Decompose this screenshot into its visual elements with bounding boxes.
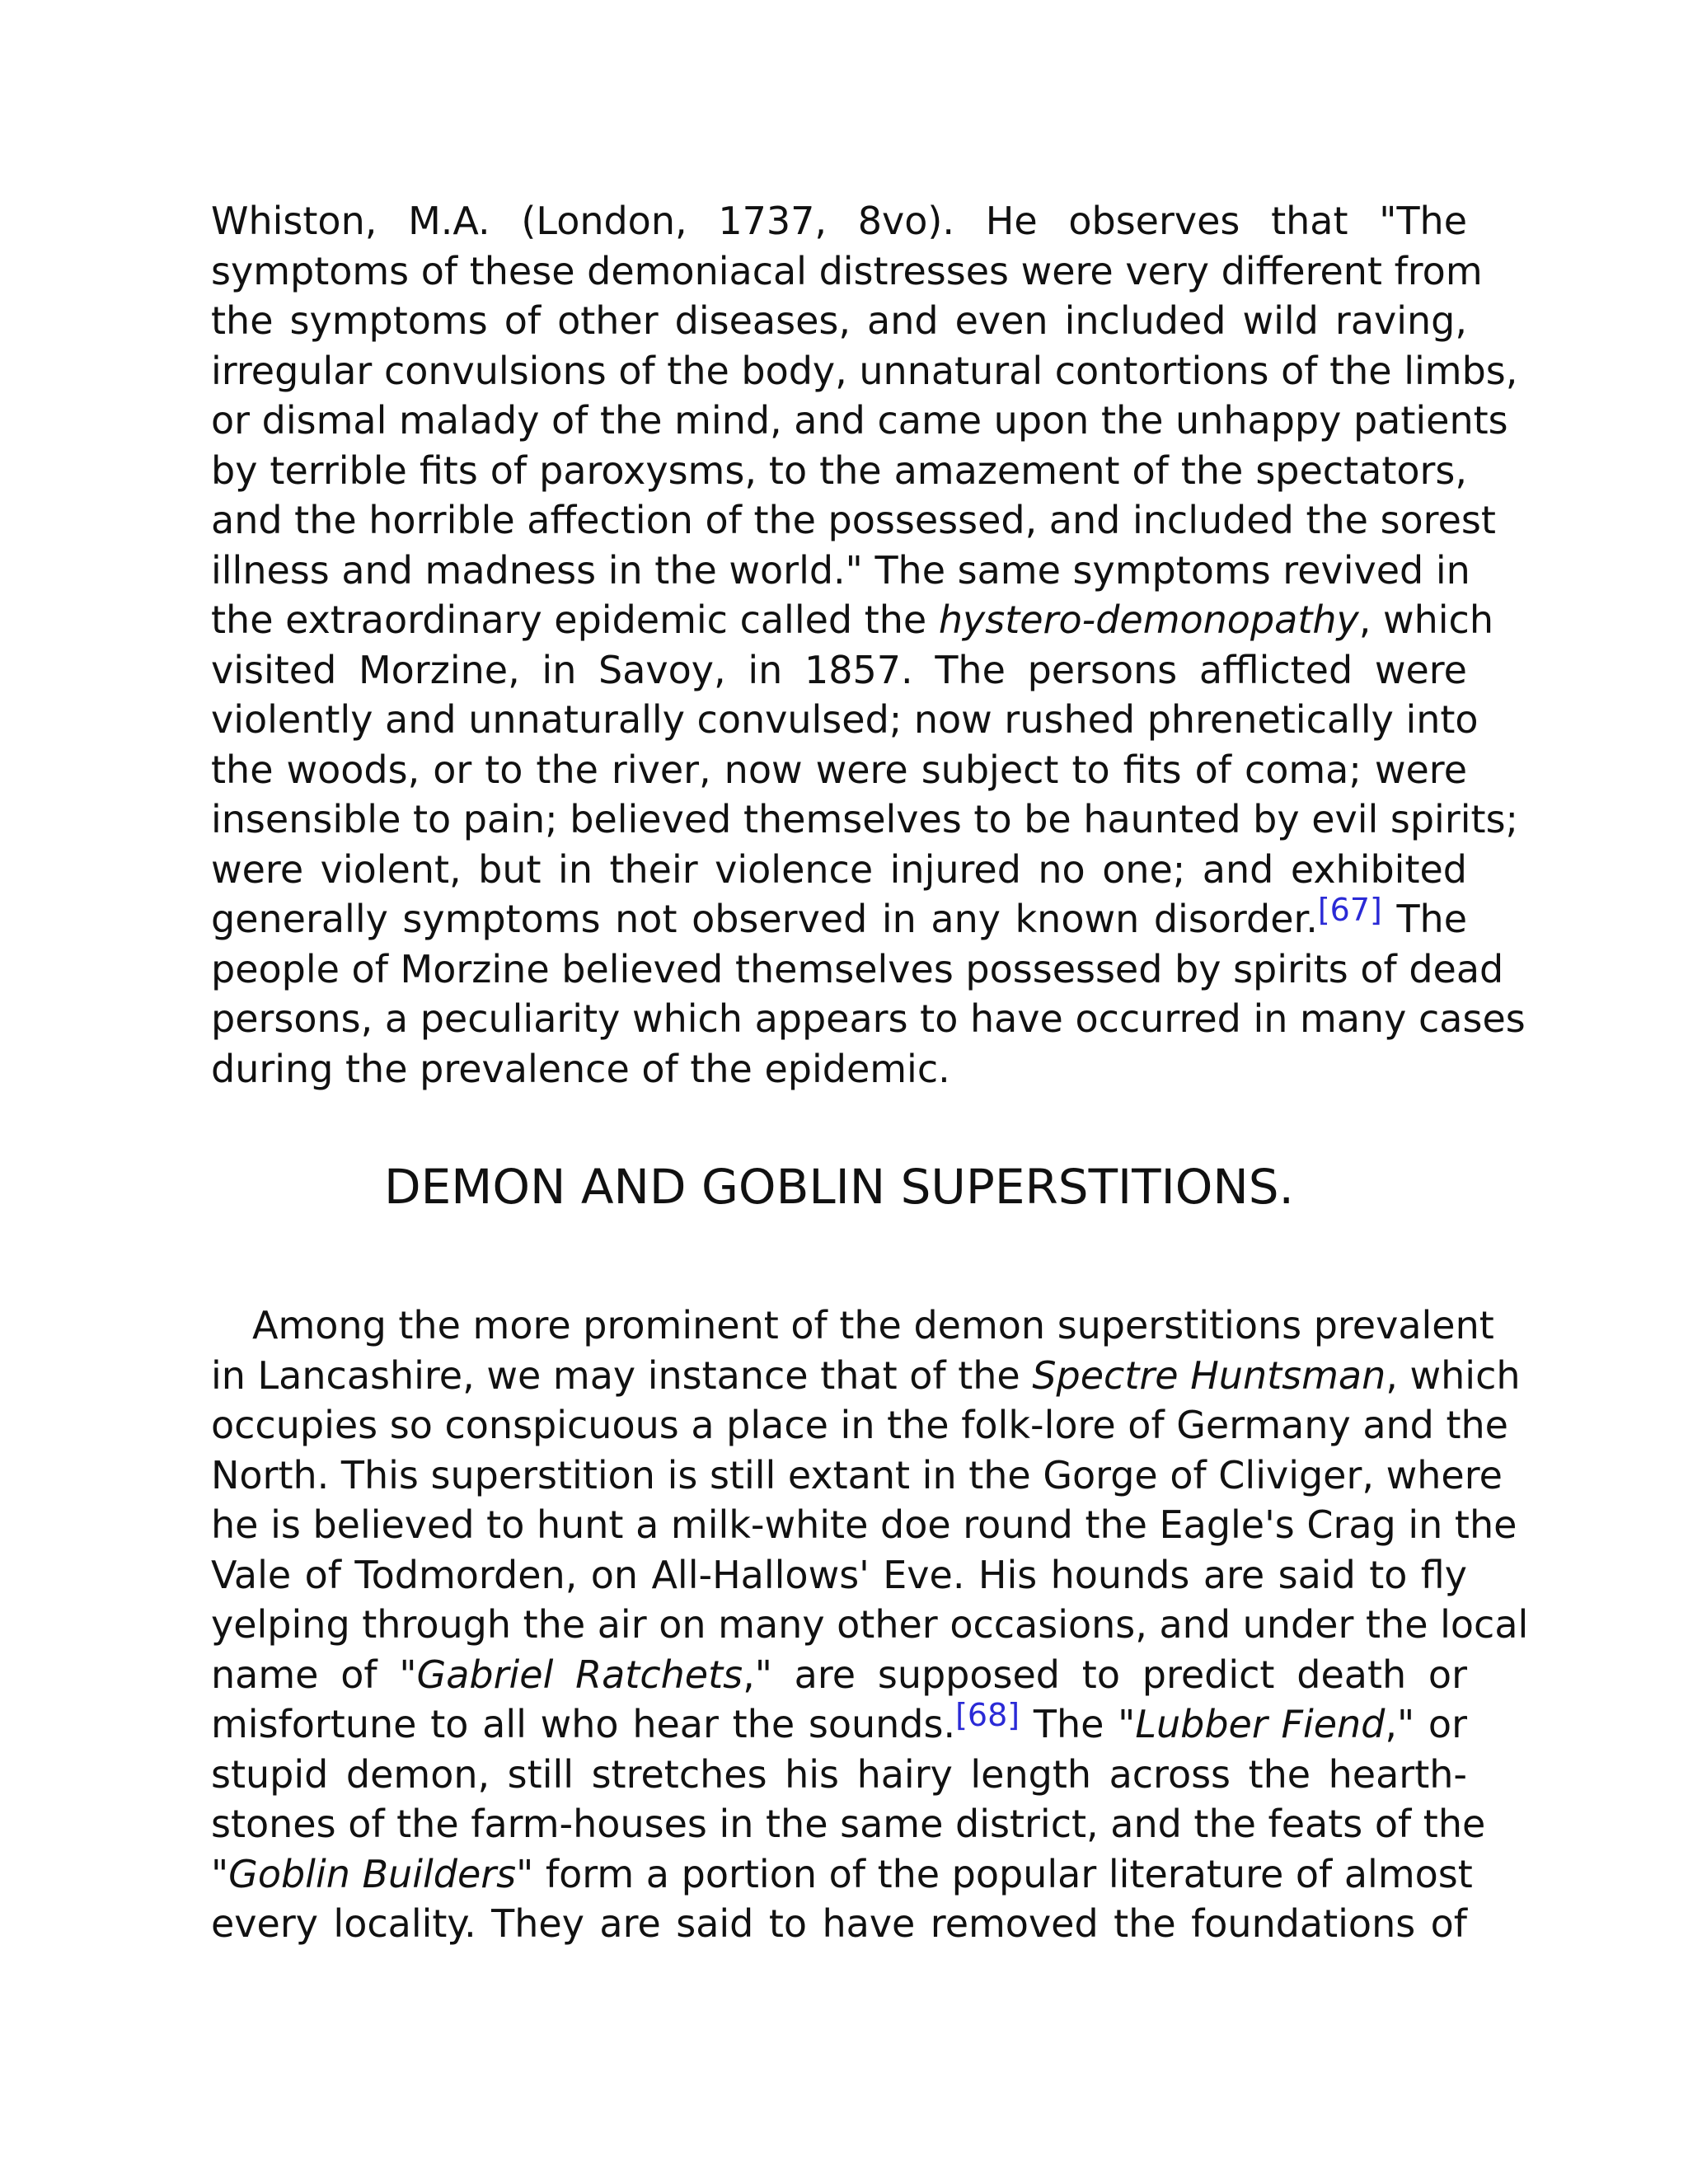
text-run: violently and unnaturally convulsed; now rushed phrenetically into — [211, 697, 1479, 742]
text-line — [211, 595, 1493, 645]
text-run: the symptoms of other diseases, and even included wild raving, — [211, 298, 1467, 343]
section-heading: DEMON AND GOBLIN SUPERSTITIONS. — [384, 1159, 1294, 1215]
text-run: , which — [1358, 598, 1493, 642]
text-run: in Lancashire, we may instance that of the — [211, 1352, 1033, 1398]
text-run: The " — [1020, 1702, 1136, 1746]
italic-term: Gabriel Ratchets — [416, 1652, 743, 1697]
text-line — [211, 396, 1508, 446]
text-line — [211, 446, 1467, 496]
text-line — [211, 196, 1467, 246]
paragraph-2 — [211, 1301, 1529, 1949]
text-line — [211, 1500, 1517, 1550]
text-run: symptoms of these demoniacal distresses were very different from — [211, 248, 1483, 293]
text-line — [211, 1699, 1467, 1750]
text-run: , which — [1386, 1352, 1521, 1398]
footnote-link-68[interactable]: [68] — [955, 1697, 1020, 1733]
text-line — [211, 745, 1467, 795]
text-line — [211, 1750, 1467, 1800]
text-line — [211, 944, 1504, 995]
text-run: every locality. They are said to have removed the foundations of — [211, 1901, 1467, 1946]
text-line — [211, 894, 1467, 944]
text-run: occupies so conspicuous a place in the folk-lore of Germany and the — [211, 1403, 1508, 1447]
italic-term: Spectre Huntsman — [1032, 1352, 1386, 1398]
text-line — [211, 1550, 1467, 1601]
text-run: people of Morzine believed themselves possessed by spirits of dead — [211, 946, 1504, 991]
text-run: ," are supposed to predict death or — [743, 1652, 1467, 1697]
text-run: during the prevalence of the epidemic. — [211, 1046, 950, 1091]
text-line — [211, 346, 1518, 396]
text-run: and the horrible affection of the possessed, and included the sorest — [211, 498, 1496, 542]
text-run: Among the more prominent of the demon superstitions prevalent — [252, 1303, 1494, 1347]
text-run: illness and madness in the world." The same symptoms revived in — [211, 547, 1470, 593]
text-line — [211, 1899, 1467, 1949]
text-line — [211, 645, 1467, 696]
text-line — [211, 246, 1483, 297]
text-run: were violent, but in their violence injured no one; and exhibited — [211, 846, 1467, 892]
text-line — [211, 1650, 1467, 1700]
text-line — [211, 296, 1467, 346]
text-line — [211, 546, 1470, 596]
text-line — [211, 1351, 1521, 1401]
paragraph-1 — [211, 196, 1526, 1094]
italic-term: Lubber Fiend — [1135, 1702, 1386, 1746]
text-line — [211, 1301, 1494, 1351]
text-run: the extraordinary epidemic called the — [211, 598, 939, 642]
text-run: misfortune to all who hear the sounds. — [211, 1702, 956, 1746]
text-line — [211, 1044, 1467, 1094]
text-run: or dismal malady of the mind, and came upon the unhappy patients — [211, 398, 1508, 443]
text-run: generally symptoms not observed in any known disorder. — [211, 897, 1318, 941]
text-run: he is believed to hunt a milk-white doe round the Eagle's Crag in the — [211, 1502, 1517, 1547]
text-run: persons, a peculiarity which appears to have occurred in many cases — [211, 996, 1526, 1041]
text-run: stones of the farm-houses in the same district, and the feats of the — [211, 1802, 1486, 1846]
text-run: Whiston, M.A. (London, 1737, 8vo). He observes that "The — [211, 199, 1467, 243]
text-run: ," or — [1385, 1702, 1467, 1746]
text-run: stupid demon, still stretches his hairy length across the hearth- — [211, 1751, 1467, 1797]
text-run: insensible to pain; believed themselves to be haunted by evil spirits; — [211, 797, 1519, 841]
text-line — [211, 1849, 1473, 1900]
text-run: The — [1381, 897, 1467, 941]
footnote-link-67[interactable]: [67] — [1317, 892, 1382, 928]
text-run: by terrible fits of paroxysms, to the amazement of the spectators, — [211, 448, 1467, 493]
text-run: North. This superstition is still extant in the Gorge of Cliviger, where — [211, 1452, 1503, 1497]
text-line — [211, 994, 1526, 1044]
text-line — [211, 845, 1467, 895]
text-line — [211, 794, 1519, 845]
italic-term: hystero-demonopathy — [938, 598, 1359, 642]
text-run: the woods, or to the river, now were subject to fits of coma; were — [211, 747, 1467, 792]
text-line — [211, 1451, 1503, 1501]
text-run: irregular convulsions of the body, unnatural contortions of the limbs, — [211, 348, 1518, 393]
text-run: " form a portion of the popular literature of almost — [516, 1851, 1473, 1896]
text-line — [211, 495, 1496, 546]
text-run: Vale of Todmorden, on All-Hallows' Eve. His hounds are said to fly — [211, 1552, 1467, 1597]
text-line — [211, 695, 1479, 745]
text-run: yelping through the air on many other occasions, and under the local — [211, 1602, 1529, 1647]
italic-term: Goblin Builders — [228, 1851, 517, 1896]
page-body — [211, 196, 1529, 1946]
text-run: visited Morzine, in Savoy, in 1857. The persons afflicted were — [211, 647, 1467, 692]
text-line — [211, 1799, 1486, 1849]
text-run: " — [211, 1851, 229, 1896]
text-run: name of " — [211, 1652, 417, 1697]
text-line — [211, 1400, 1508, 1451]
text-line — [211, 1600, 1529, 1650]
